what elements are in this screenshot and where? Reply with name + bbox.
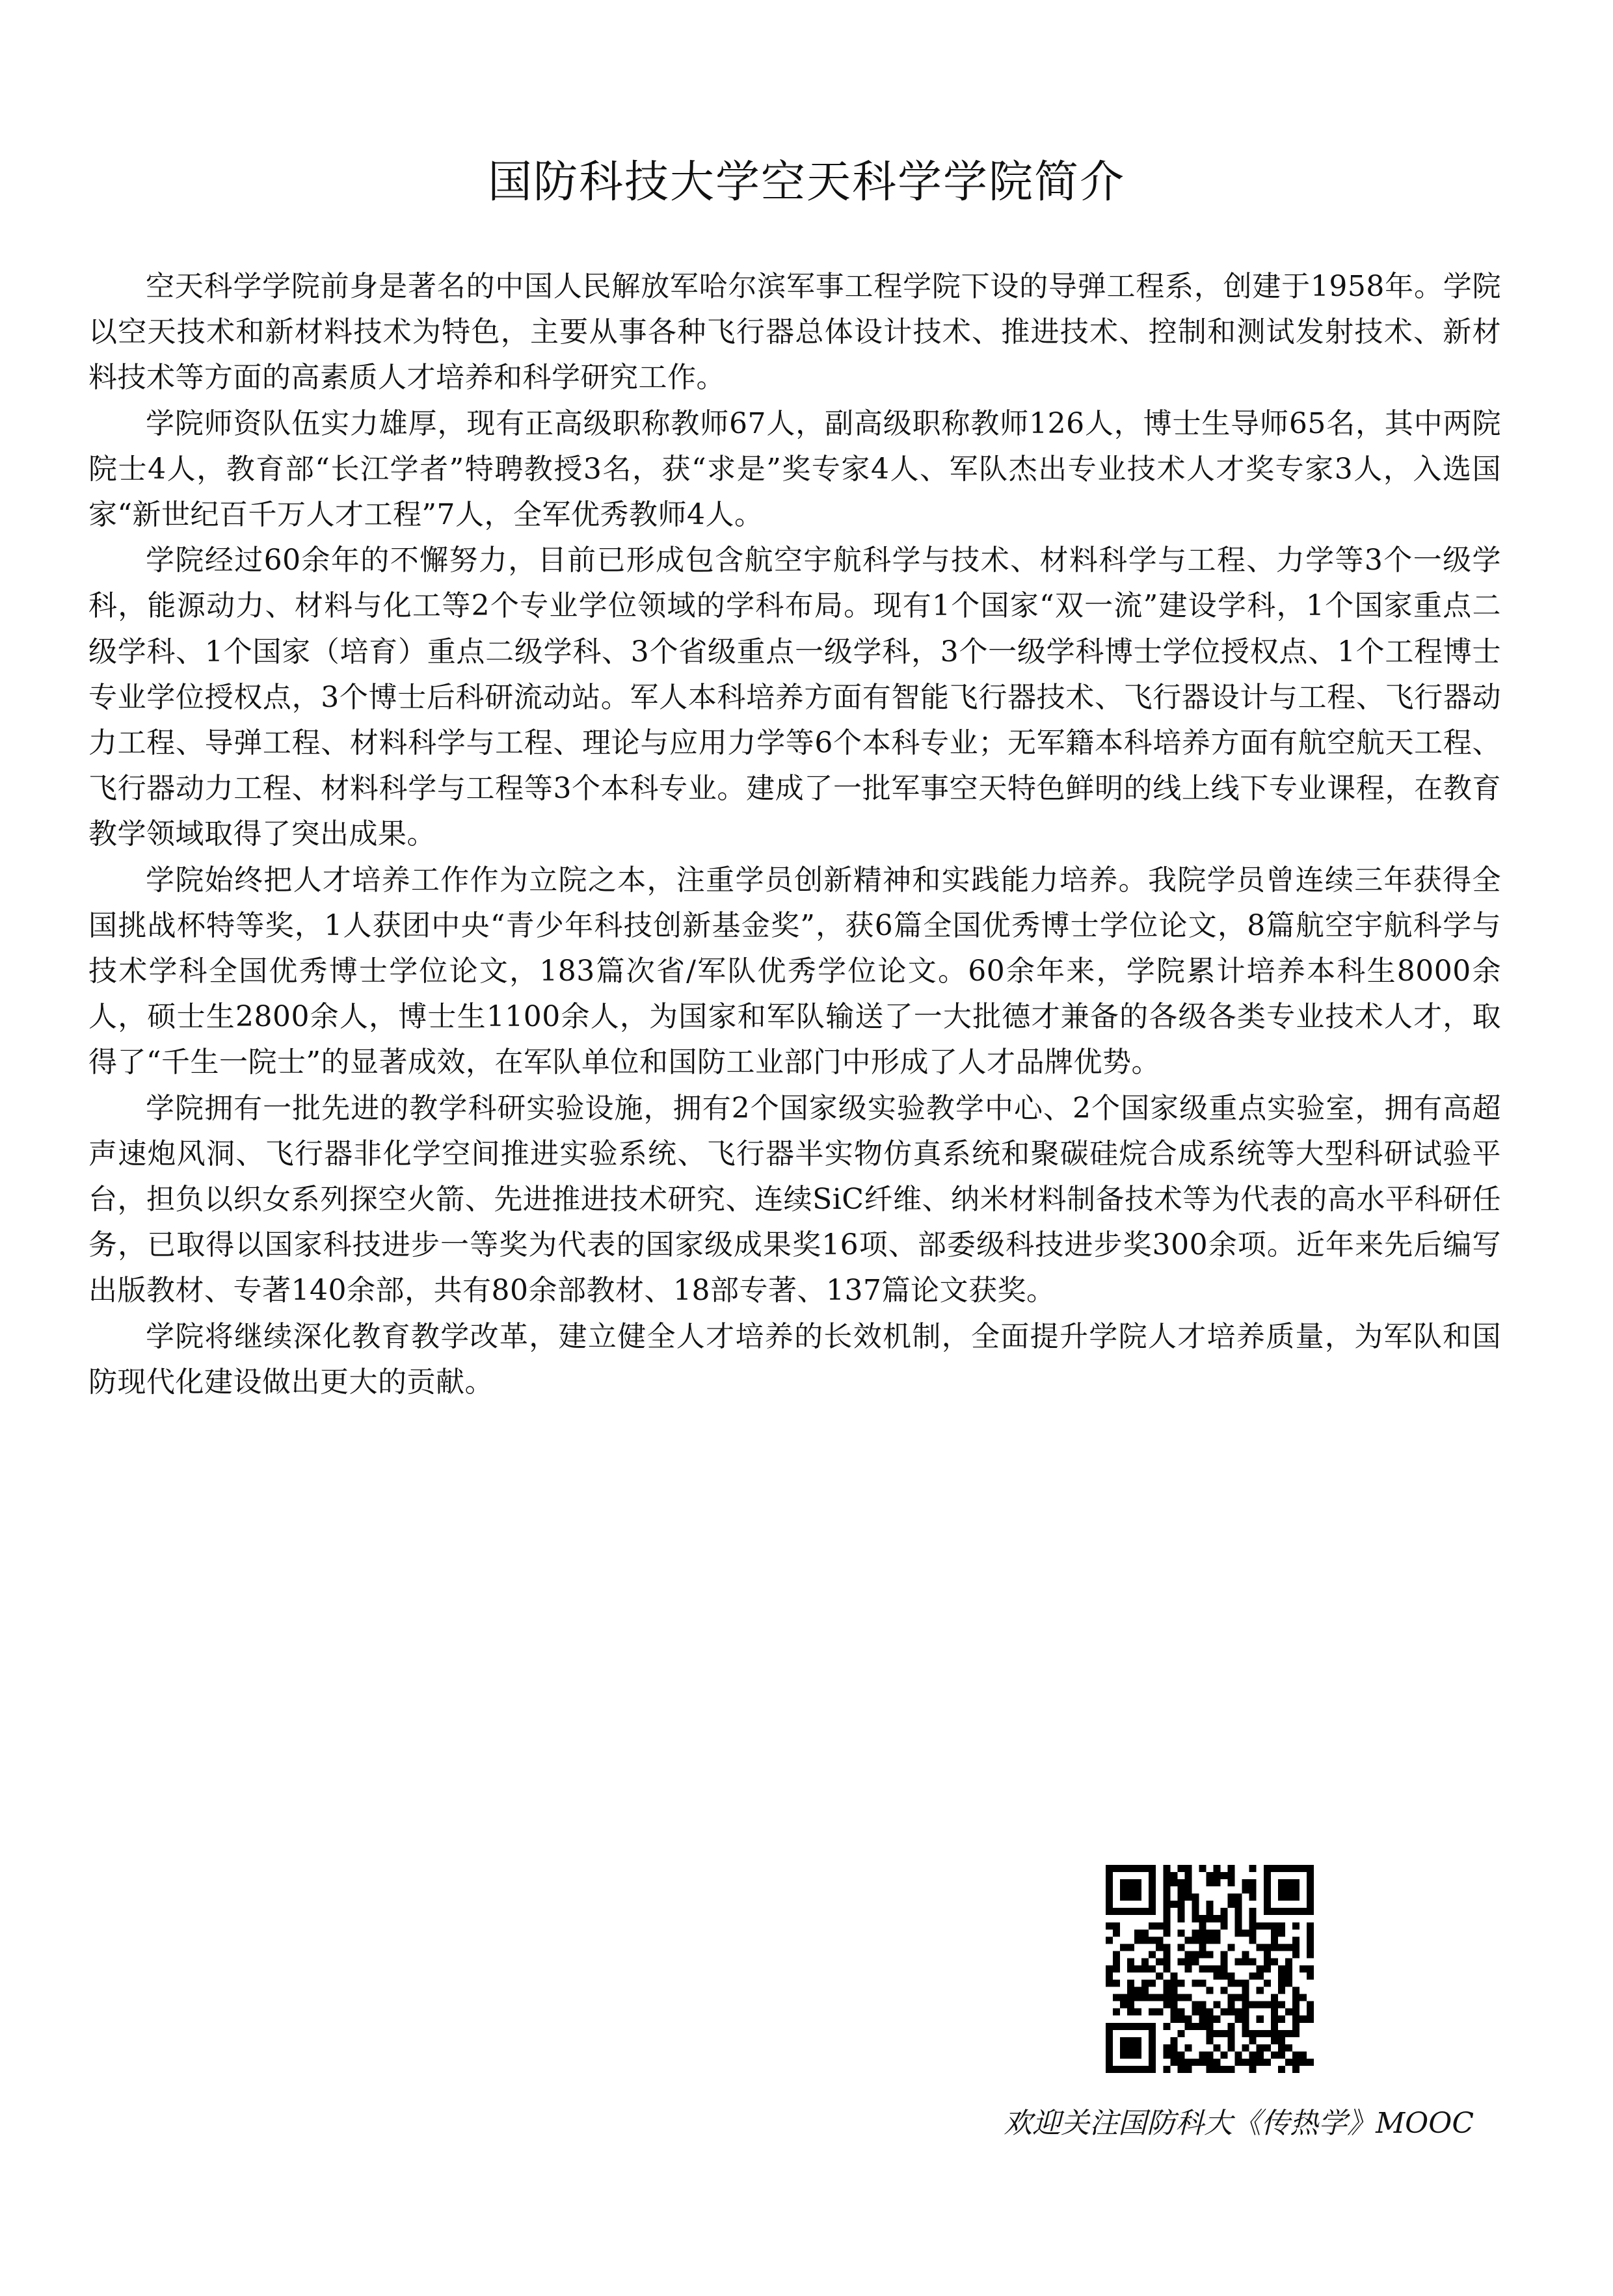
qr-code bbox=[1106, 1865, 1314, 2073]
qr-code-icon bbox=[1106, 1865, 1314, 2073]
qr-caption: 欢迎关注国防科大《传热学》MOOC bbox=[1004, 2107, 1474, 2140]
paragraph: 学院将继续深化教育教学改革，建立健全人才培养的长效机制，全面提升学院人才培养质量，为军队和国防现代化建设做出更大的贡献。 bbox=[88, 1319, 1501, 1399]
paragraph: 学院师资队伍实力雄厚，现有正高级职称教师67人，副高级职称教师126人，博士生导师65名，其中两院院士4人，教育部“长江学者”特聘教授3名，获“求是”奖专家4人、军队杰出专业技术人才奖专家3人，入选国家“新世纪百千万人才工程”7人，全军优秀教师4人。 bbox=[88, 406, 1501, 532]
body-text bbox=[88, 264, 1501, 1405]
paragraph: 学院始终把人才培养工作作为立院之本，注重学员创新精神和实践能力培养。我院学员曾连续三年获得全国挑战杯特等奖，1人获团中央“青少年科技创新基金奖”，获6篇全国优秀博士学位论文，8篇航空宇航科学与技术学科全国优秀博士学位论文，183篇次省/军队优秀学位论文。60余年来，学院累计培养本科生8000余人，硕士生2800余人，博士生1100余人，为国家和军队输送了一大批德才兼备的各级各类专业技术人才，取得了“千生一院士”的显著成效，在军队单位和国防工业部门中形成了人才品牌优势。 bbox=[88, 863, 1501, 1079]
paragraph: 学院拥有一批先进的教学科研实验设施，拥有2个国家级实验教学中心、2个国家级重点实验室，拥有高超声速炮风洞、飞行器非化学空间推进实验系统、飞行器半实物仿真系统和聚碳硅烷合成系统等大型科研试验平台，担负以织女系列探空火箭、先进推进技术研究、连续SiC纤维、纳米材料制备技术等为代表的高水平科研任务，已取得以国家科技进步一等奖为代表的国家级成果奖16项、部委级科技进步奖300余项。近年来先后编写出版教材、专著140余部，共有80余部教材、18部专著、137篇论文获奖。 bbox=[88, 1091, 1501, 1308]
page-title: 国防科技大学空天科学学院简介 bbox=[487, 157, 1125, 208]
paragraph: 空天科学学院前身是著名的中国人民解放军哈尔滨军事工程学院下设的导弹工程系，创建于1958年。学院以空天技术和新材料技术为特色，主要从事各种飞行器总体设计技术、推进技术、控制和测试发射技术、新材料技术等方面的高素质人才培养和科学研究工作。 bbox=[88, 270, 1501, 395]
paragraph: 学院经过60余年的不懈努力，目前已形成包含航空宇航科学与技术、材料科学与工程、力学等3个一级学科，能源动力、材料与化工等2个专业学位领域的学科布局。现有1个国家“双一流”建设学科，1个国家重点二级学科、1个国家（培育）重点二级学科、3个省级重点一级学科，3个一级学科博士学位授权点、1个工程博士专业学位授权点，3个博士后科研流动站。军人本科培养方面有智能飞行器技术、飞行器设计与工程、飞行器动力工程、导弹工程、材料科学与工程、理论与应用力学等6个本科专业；无军籍本科培养方面有航空航天工程、飞行器动力工程、材料科学与工程等3个本科专业。建成了一批军事空天特色鲜明的线上线下专业课程，在教育教学领域取得了突出成果。 bbox=[88, 544, 1501, 851]
